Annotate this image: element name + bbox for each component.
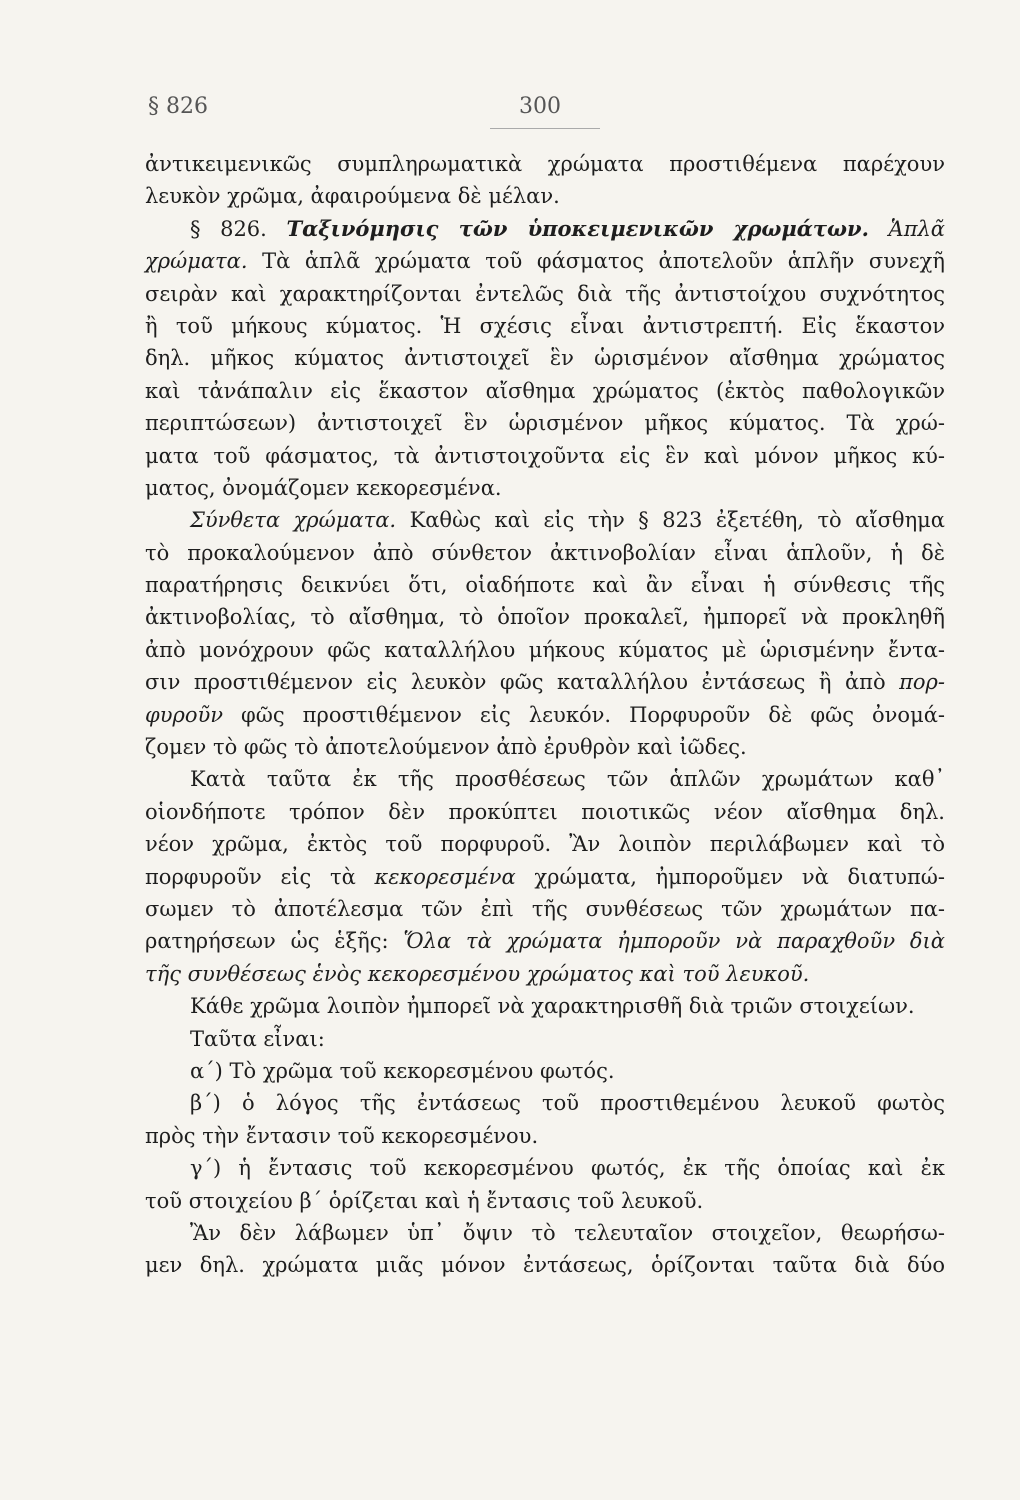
text-line — [145, 1087, 945, 1119]
text-segment: Ἂν δὲν λάβωμεν ὑπ᾽ ὄψιν τὸ τελευταῖον στοιχεῖον, θεωρήσω- — [190, 1220, 945, 1245]
text-line — [145, 634, 945, 666]
text-segment: χρώματα, ἠμποροῦμεν νὰ διατυπώ- — [515, 864, 945, 889]
text-segment: περιπτώσεων) ἀντιστοιχεῖ ἓν ὡρισμένον μῆκος κύματος. Τὰ χρώ- — [145, 411, 945, 436]
italic-text: χρώματα. — [145, 249, 248, 274]
text-segment: § 826. — [190, 216, 287, 241]
text-segment — [869, 217, 889, 241]
text-segment: σωμεν τὸ ἀποτέλεσμα τῶν ἐπὶ τῆς συνθέσεως τῶν χρωμάτων πα- — [145, 896, 945, 921]
text-segment: β΄) ὁ λόγος τῆς ἐντάσεως τοῦ προστιθεμένου λευκοῦ φωτὸς — [190, 1091, 945, 1116]
text-line — [145, 310, 945, 342]
italic-text: Ἁπλᾶ — [888, 216, 945, 241]
text-line — [145, 213, 945, 245]
text-segment: ματα τοῦ φάσματος, τὰ ἀντιστοιχοῦντα εἰς ἓν καὶ μόνον μῆκος κύ- — [145, 443, 945, 468]
italic-text: Ὅλα τὰ χρώματα ἠμποροῦν νὰ παραχθοῦν διὰ — [403, 929, 945, 954]
text-line — [145, 278, 945, 310]
text-segment: πορφυροῦν εἰς τὰ — [145, 864, 375, 889]
text-segment: ζομεν τὸ φῶς τὸ ἀποτελούμενον ἀπὸ ἐρυθρὸν καὶ ἰῶδες. — [145, 735, 747, 760]
text-line — [145, 180, 945, 212]
text-segment: ἀπὸ μονόχρουν φῶς καταλλήλου μήκους κύματος μὲ ὡρισμένην ἔντα- — [145, 637, 945, 662]
text-segment: ἢ τοῦ μήκους κύματος. Ἡ σχέσις εἶναι ἀντιστρεπτή. Εἰς ἕκαστον — [145, 313, 945, 338]
text-segment: δηλ. μῆκος κύματος ἀντιστοιχεῖ ἓν ὡρισμένον αἴσθημα χρώματος — [145, 346, 945, 371]
text-segment: παρατήρησις δεικνύει ὅτι, οἱαδήποτε καὶ ἂν εἶναι ἡ σύνθεσις τῆς — [145, 573, 945, 598]
text-line — [145, 925, 945, 957]
text-line — [145, 569, 945, 601]
text-segment: σιν προστιθέμενον εἰς λευκὸν φῶς καταλλήλου ἐντάσεως ἢ ἀπὸ — [145, 670, 900, 695]
text-segment: τὸ προκαλούμενον ἀπὸ σύνθετον ἀκτινοβολίαν εἶναι ἁπλοῦν, ἡ δὲ — [145, 540, 945, 565]
text-line — [145, 763, 945, 795]
text-segment: λευκὸν χρῶμα, ἀφαιρούμενα δὲ μέλαν. — [145, 184, 560, 209]
text-line — [145, 472, 945, 504]
text-line — [145, 148, 945, 180]
text-line — [145, 828, 945, 860]
text-line — [145, 861, 945, 893]
page-body-text — [145, 148, 945, 1282]
italic-text: Σύνθετα χρώματα. — [190, 508, 397, 533]
text-line — [145, 958, 945, 990]
text-line — [145, 407, 945, 439]
text-segment: Κάθε χρῶμα λοιπὸν ἠμπορεῖ νὰ χαρακτηρισθῆ διὰ τριῶν στοιχείων. — [190, 994, 915, 1019]
text-line — [145, 504, 945, 536]
text-segment: οἱονδήποτε τρόπον δὲν προκύπτει ποιοτικῶς νέον αἴσθημα δηλ. — [145, 799, 945, 824]
text-line — [145, 440, 945, 472]
text-segment: α΄) Τὸ χρῶμα τοῦ κεκορεσμένου φωτός. — [190, 1058, 615, 1083]
text-line — [145, 666, 945, 698]
italic-text: φυροῦν — [145, 702, 223, 727]
text-line — [145, 1249, 945, 1281]
text-line — [145, 893, 945, 925]
text-segment: σειρὰν καὶ χαρακτηρίζονται ἐντελῶς διὰ τῆς ἀντιστοίχου συχνότητος — [145, 281, 945, 306]
text-segment: τοῦ στοιχείου β΄ ὁρίζεται καὶ ἡ ἔντασις τοῦ λευκοῦ. — [145, 1188, 704, 1213]
text-line — [145, 601, 945, 633]
text-segment: ἀντικειμενικῶς συμπληρωματικὰ χρώματα προστιθέμενα παρέχουν — [145, 152, 945, 176]
text-segment: ματος, ὀνομάζομεν κεκορεσμένα. — [145, 475, 502, 500]
text-line — [145, 1217, 945, 1249]
text-segment: φῶς προστιθέμενον εἰς λευκόν. Πορφυροῦν δὲ φῶς ὀνομά- — [223, 702, 945, 727]
text-segment: ρατηρήσεων ὡς ἑξῆς: — [145, 929, 404, 954]
text-segment: Τὰ ἁπλᾶ χρώματα τοῦ φάσματος ἀποτελοῦν ἁπλῆν συνεχῆ — [247, 249, 945, 274]
text-line — [145, 699, 945, 731]
text-line — [145, 1120, 945, 1152]
text-segment: μεν δηλ. χρώματα μιᾶς μόνον ἐντάσεως, ὁρίζονται ταῦτα διὰ δύο — [145, 1253, 945, 1278]
text-segment: Κατὰ ταῦτα ἐκ τῆς προσθέσεως τῶν ἁπλῶν χρωμάτων καθ᾽ — [190, 767, 945, 792]
section-reference: § 826 — [148, 94, 208, 119]
text-segment: ἀκτινοβολίας, τὸ αἴσθημα, τὸ ὁποῖον προκαλεῖ, ἠμπορεῖ νὰ προκληθῆ — [145, 605, 945, 630]
text-line — [145, 1152, 945, 1184]
text-line — [145, 796, 945, 828]
text-segment: καὶ τἀνάπαλιν εἰς ἕκαστον αἴσθημα χρώματος (ἐκτὸς παθολογικῶν — [145, 378, 945, 403]
text-line — [145, 990, 945, 1022]
section-heading: Ταξινόμησις τῶν ὑποκειμενικῶν χρωμάτων. — [286, 215, 869, 241]
text-line — [145, 1055, 945, 1087]
page-header — [0, 88, 1020, 128]
italic-text: πορ- — [899, 670, 945, 695]
text-line — [145, 375, 945, 407]
text-line — [145, 245, 945, 277]
italic-text: τῆς συνθέσεως ἑνὸς κεκορεσμένου χρώματος καὶ τοῦ λευκοῦ. — [145, 961, 810, 986]
text-line — [145, 731, 945, 763]
text-line — [145, 342, 945, 374]
text-segment: Καθὼς καὶ εἰς τὴν § 823 ἐξετέθη, τὸ αἴσθημα — [396, 508, 945, 533]
text-segment: νέον χρῶμα, ἐκτὸς τοῦ πορφυροῦ. Ἂν λοιπὸν περιλάβωμεν καὶ τὸ — [145, 832, 945, 857]
page-number-rule — [490, 128, 600, 129]
page-number: 300 — [519, 94, 561, 119]
text-line — [145, 1023, 945, 1055]
text-line — [145, 1185, 945, 1217]
text-segment: Ταῦτα εἶναι: — [190, 1026, 325, 1051]
italic-text: κεκορεσμένα — [374, 864, 516, 889]
text-line — [145, 537, 945, 569]
text-segment: πρὸς τὴν ἔντασιν τοῦ κεκορεσμένου. — [145, 1123, 539, 1148]
text-segment: γ΄) ἡ ἔντασις τοῦ κεκορεσμένου φωτός, ἐκ τῆς ὁποίας καὶ ἐκ — [190, 1156, 945, 1181]
